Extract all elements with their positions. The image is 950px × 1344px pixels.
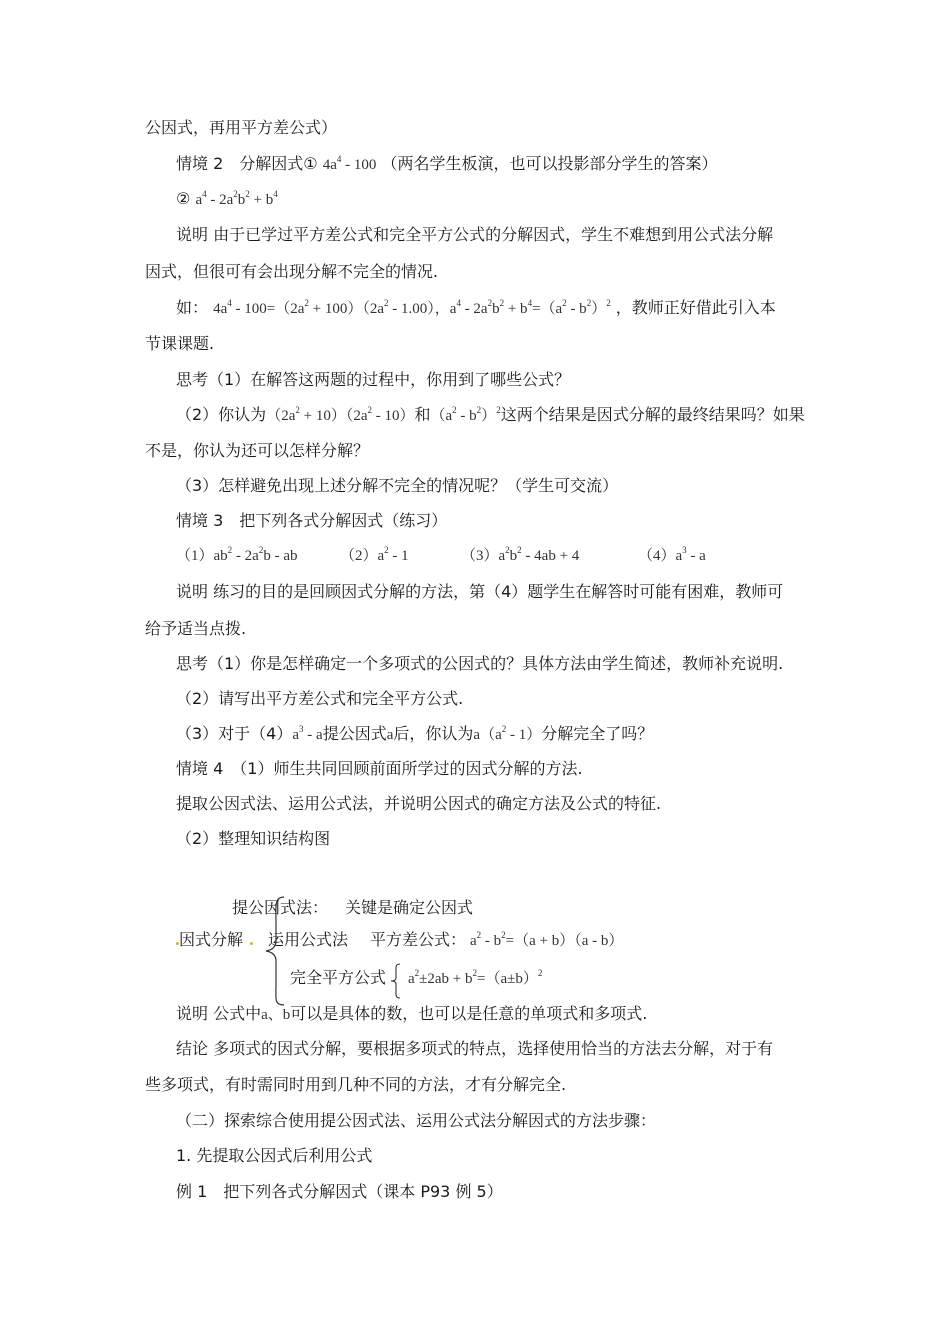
text: 情境 2 分解因式① bbox=[176, 154, 318, 173]
exercise-2: $(2)a^2 - 1$ bbox=[340, 545, 409, 564]
diagram-key-1: 关键是确定公因式 bbox=[345, 898, 474, 917]
exercise-1: $(1)ab^2 - 2a^2b$ - ab bbox=[176, 545, 298, 564]
text: 这两个结果是因式分解的最终结果吗？如果 bbox=[500, 405, 805, 424]
text: （2）你认为 bbox=[176, 405, 267, 424]
diagram-method-1: 提公因式法： bbox=[232, 898, 329, 917]
diagram-method-2: 运用公式法 bbox=[268, 930, 349, 949]
math-expr: $(2a^2 + 10)(2a^2 - 10)$ bbox=[266, 405, 415, 424]
text-line bbox=[176, 405, 805, 426]
text-line: 提取公因式法、运用公式法，并说明公因式的确定方法及公式的特征. bbox=[176, 794, 662, 813]
diagram-diff-formula: $a^2 - b^2=(a + b)(a - b)$ bbox=[470, 930, 624, 949]
math-expr: a bbox=[386, 727, 394, 743]
text-line: 思考（1）在解答这两题的过程中，你用到了哪些公式？ bbox=[176, 370, 571, 389]
diagram-perfect-formula: $a^2\pm 2ab + b^2=(a\pm b)^2$ bbox=[408, 968, 543, 987]
text: 如： bbox=[176, 298, 209, 317]
text-line: 因式，但很可有会出现分解不完全的情况. bbox=[145, 262, 439, 281]
text-line bbox=[176, 298, 776, 319]
text-line: 说明 由于已学过平方差公式和完全平方公式的分解因式，学生不难想到用公式法分解 bbox=[176, 225, 774, 244]
text-line: 说明 练习的目的是回顾因式分解的方法，第（4）题学生在解答时可能有困难，教师可 bbox=[176, 582, 784, 601]
text-line: （3）怎样避免出现上述分解不完全的情况呢？（学生可交流） bbox=[176, 476, 619, 495]
text-line: 节课课题. bbox=[145, 334, 215, 353]
exercise-3: $(3)a^2b^2 - 4ab + 4$ bbox=[461, 545, 580, 564]
text: （两名学生板演，也可以投影部分学生的答案） bbox=[381, 154, 718, 173]
text: ，教师正好借此引入本 bbox=[615, 298, 776, 317]
text-line: （2）请写出平方差公式和完全平方公式. bbox=[176, 689, 464, 708]
text-line: 结论 多项式的因式分解，要根据多项式的特点，选择使用恰当的方法去分解，对于有 bbox=[176, 1039, 774, 1058]
diagram-root: 因式分解 bbox=[179, 930, 244, 949]
diagram-perfect-label: 完全平方公式 bbox=[290, 968, 387, 987]
diagram-diff-label: 平方差公式： bbox=[370, 930, 467, 949]
text-line bbox=[176, 1004, 647, 1025]
text-line: 给予适当点拨. bbox=[145, 619, 247, 638]
text: （3）对于（4） bbox=[176, 724, 293, 743]
math-expr: a、b bbox=[261, 1007, 291, 1023]
text-line: 情境 4 （1）师生共同回顾前面所学过的因式分解的方法. bbox=[176, 759, 583, 778]
text-line bbox=[176, 724, 653, 745]
text: 和 bbox=[414, 405, 431, 424]
bullet-dot bbox=[250, 942, 253, 945]
text-line: 思考（1）你是怎样确定一个多项式的公因式的？具体方法由学生简述，教师补充说明. bbox=[176, 654, 784, 673]
text-line: 些多项式，有时需同时用到几种不同的方法，才有分解完全. bbox=[145, 1075, 567, 1094]
math-expr: $4a^4 - 100$ bbox=[322, 154, 377, 173]
text-line bbox=[176, 154, 718, 175]
exercise-4: $(4)a^3$ - a bbox=[638, 545, 706, 564]
math-expr: $4a^4 - 100=(2a^2 + 100)(2a^2 - 1.00)$，$a^4 - 2a^2b^2 + b^4=(a^2 - b^2)^2$ bbox=[213, 298, 611, 317]
text: 说明 公式中 bbox=[176, 1004, 262, 1023]
text-line bbox=[176, 189, 278, 210]
math-expr: $a^3$ - a bbox=[292, 724, 323, 743]
text: 可以是具体的数，也可以是任意的单项式和多项式. bbox=[290, 1004, 648, 1023]
text-line: （2）整理知识结构图 bbox=[176, 829, 331, 848]
text-line: 情境 3 把下列各式分解因式（练习） bbox=[176, 511, 448, 530]
text-line: 1. 先提取公因式后利用公式 bbox=[176, 1146, 373, 1165]
math-expr: $a(a^2 - 1)$ bbox=[473, 724, 542, 743]
brace-left-icon bbox=[260, 895, 290, 1007]
brace-small-icon bbox=[388, 963, 404, 999]
text-line: 不是，你认为还可以怎样分解？ bbox=[145, 441, 370, 460]
bullet-dot bbox=[176, 942, 179, 945]
text: 后，你认为 bbox=[393, 724, 474, 743]
text-line: （二）探索综合使用提公因式法、运用公式法分解因式的方法步骤： bbox=[176, 1111, 657, 1130]
text: 分解完全了吗？ bbox=[541, 724, 654, 743]
text: ② bbox=[176, 189, 191, 208]
math-expr: $a^4 - 2a^2b^2 + b^4$ bbox=[195, 189, 278, 208]
text-line: 公因式，再用平方差公式） bbox=[145, 118, 338, 137]
text: 提公因式 bbox=[322, 724, 387, 743]
math-expr: $(a^2 - b^2)^2$ bbox=[430, 405, 501, 424]
text-line: 例 1 把下列各式分解因式（课本 P93 例 5） bbox=[176, 1182, 503, 1201]
